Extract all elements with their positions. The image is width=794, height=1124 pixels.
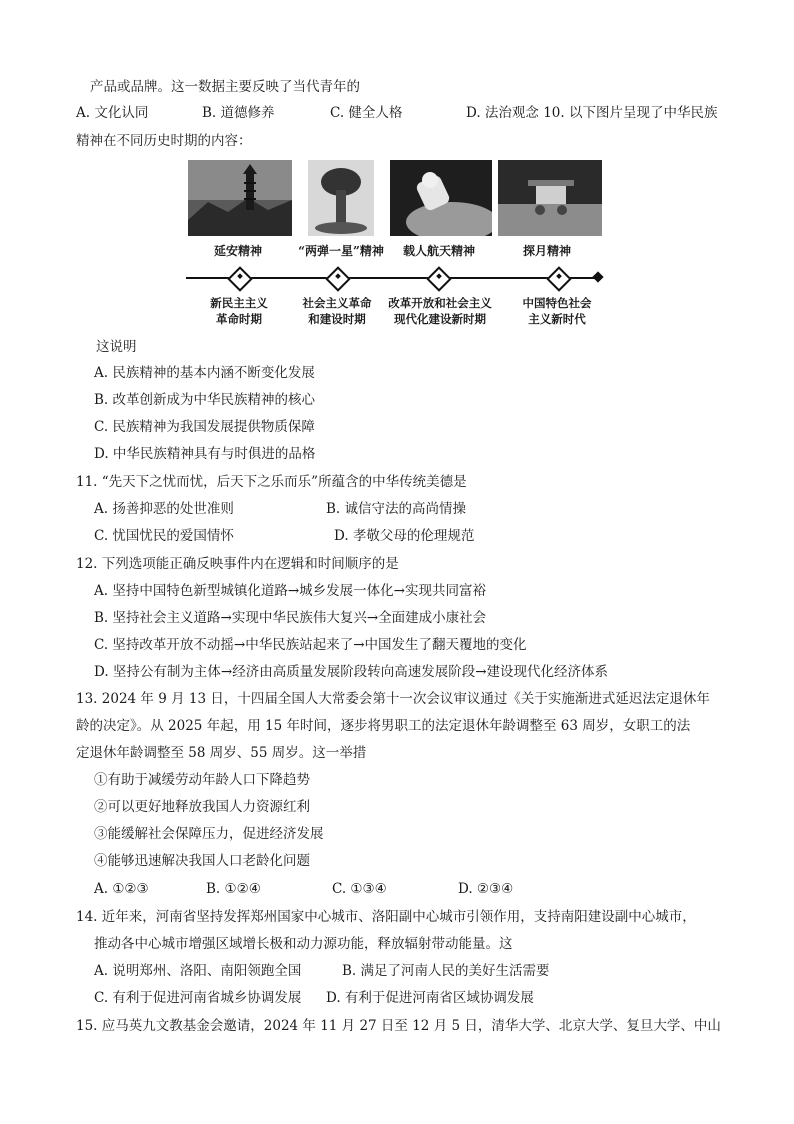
period-4-line-2: 主义新时代	[528, 312, 586, 326]
period-2-line-1: 社会主义革命	[302, 296, 372, 310]
q13-item-2: ②可以更好地释放我国人力资源红利	[94, 799, 310, 815]
timeline-node-2	[325, 266, 350, 291]
q14-stem-1: 14. 近年来，河南省坚持发挥郑州国家中心城市、洛阳副中心城市引领作用，支持南阳建设副中心城市，	[76, 909, 696, 925]
timeline-node-4	[546, 266, 571, 291]
spirit-timeline-figure	[186, 160, 606, 330]
moon-exploration-photo	[498, 160, 602, 236]
q14-option-d: D. 有利于促进河南省区域协调发展	[326, 990, 534, 1006]
period-2	[282, 295, 392, 327]
q11-option-c: C. 忧国忧民的爱国情怀	[94, 528, 234, 544]
q13-option-a: A. ①②③	[94, 881, 149, 897]
q10-option-a: A. 民族精神的基本内涵不断变化发展	[94, 365, 315, 381]
period-4	[502, 295, 612, 327]
q13-item-1: ①有助于减缓劳动年龄人口下降趋势	[94, 772, 310, 788]
period-1-line-1: 新民主主义	[210, 296, 268, 310]
q12-option-d: D. 坚持公有制为主体→经济由高质量发展阶段转向高速发展阶段→建设现代化经济体系	[94, 664, 609, 680]
q11-stem: 11. “先天下之忧而忧，后天下之乐而乐”所蕴含的中华传统美德是	[76, 474, 467, 490]
q11-option-d: D. 孝敬父母的伦理规范	[334, 528, 475, 544]
q12-option-b: B. 坚持社会主义道路→实现中华民族伟大复兴→全面建成小康社会	[94, 610, 487, 626]
q12-option-c: C. 坚持改革开放不动摇→中华民族站起来了→中国发生了翻天覆地的变化	[94, 637, 527, 653]
period-4-line-1: 中国特色社会	[522, 296, 592, 310]
q10-option-b: B. 改革创新成为中华民族精神的核心	[94, 392, 316, 408]
period-1	[184, 295, 294, 327]
q9-option-d: D. 法治观念 10. 以下图片呈现了中华民族	[466, 105, 718, 121]
q13-stem-2: 龄的决定》。从 2025 年起，用 15 年时间，逐步将男职工的法定退休年龄调整至 63 周岁，女职工的法	[76, 718, 691, 734]
q10-stem: 这说明	[96, 339, 137, 355]
q14-option-b: B. 满足了河南人民的美好生活需要	[342, 963, 550, 979]
q13-item-4: ④能够迅速解决我国人口老龄化问题	[94, 853, 310, 869]
q13-option-b: B. ①②④	[206, 881, 261, 897]
q9-option-a: A. 文化认同	[76, 105, 149, 121]
two-bombs-photo	[308, 160, 374, 236]
q10-option-d: D. 中华民族精神具有与时俱进的品格	[94, 446, 316, 462]
timeline-node-3	[426, 266, 451, 291]
q10-option-c: C. 民族精神为我国发展提供物质保障	[94, 419, 315, 435]
timeline-arrow-end	[592, 271, 603, 282]
q15-stem: 15. 应马英九文教基金会邀请，2024 年 11 月 27 日至 12 月 5 日，清华大学、北京大学、复旦大学、中山	[76, 1018, 721, 1034]
period-3-line-1: 改革开放和社会主义	[388, 296, 492, 310]
q9-option-c: C. 健全人格	[330, 105, 403, 121]
timeline-node-1	[227, 266, 252, 291]
period-2-line-2: 和建设时期	[308, 312, 366, 326]
q13-stem-1: 13. 2024 年 9 月 13 日，十四届全国人大常委会第十一次会议审议通过《关于实施渐进式延迟法定退休年	[76, 691, 710, 707]
q14-option-c: C. 有利于促进河南省城乡协调发展	[94, 990, 302, 1006]
q12-option-a: A. 坚持中国特色新型城镇化道路→城乡发展一体化→实现共同富裕	[94, 583, 486, 599]
caption-yanan: 延安精神	[213, 244, 262, 258]
q13-item-3: ③能缓解社会保障压力，促进经济发展	[94, 826, 324, 842]
caption-space-flight: 载人航天精神	[402, 244, 475, 258]
q14-option-a: A. 说明郑州、洛阳、南阳领跑全国	[94, 963, 302, 979]
q14-stem-2: 推动各中心城市增强区域增长极和动力源功能，释放辐射带动能量。这	[94, 936, 513, 952]
yanan-photo	[188, 160, 292, 236]
q13-option-d: D. ②③④	[458, 881, 514, 897]
q13-option-c: C. ①③④	[332, 881, 387, 897]
period-3-line-2: 现代化建设新时期	[394, 312, 486, 326]
q10-stem-cont: 精神在不同历史时期的内容：	[76, 133, 252, 149]
caption-moon: 探月精神	[522, 244, 571, 258]
period-1-line-2: 革命时期	[216, 312, 262, 326]
q9-tail: 产品或品牌。这一数据主要反映了当代青年的	[90, 79, 360, 95]
q13-stem-3: 定退休年龄调整至 58 周岁、55 周岁。这一举措	[76, 745, 367, 761]
q12-stem: 12. 下列选项能正确反映事件内在逻辑和时间顺序的是	[76, 556, 399, 572]
period-3	[382, 295, 498, 327]
caption-two-bombs: “两弹一星”精神	[298, 244, 384, 258]
q11-option-a: A. 扬善抑恶的处世准则	[94, 501, 234, 517]
q11-option-b: B. 诚信守法的高尚情操	[326, 501, 467, 517]
space-flight-photo	[390, 160, 492, 236]
q9-option-b: B. 道德修养	[202, 105, 275, 121]
